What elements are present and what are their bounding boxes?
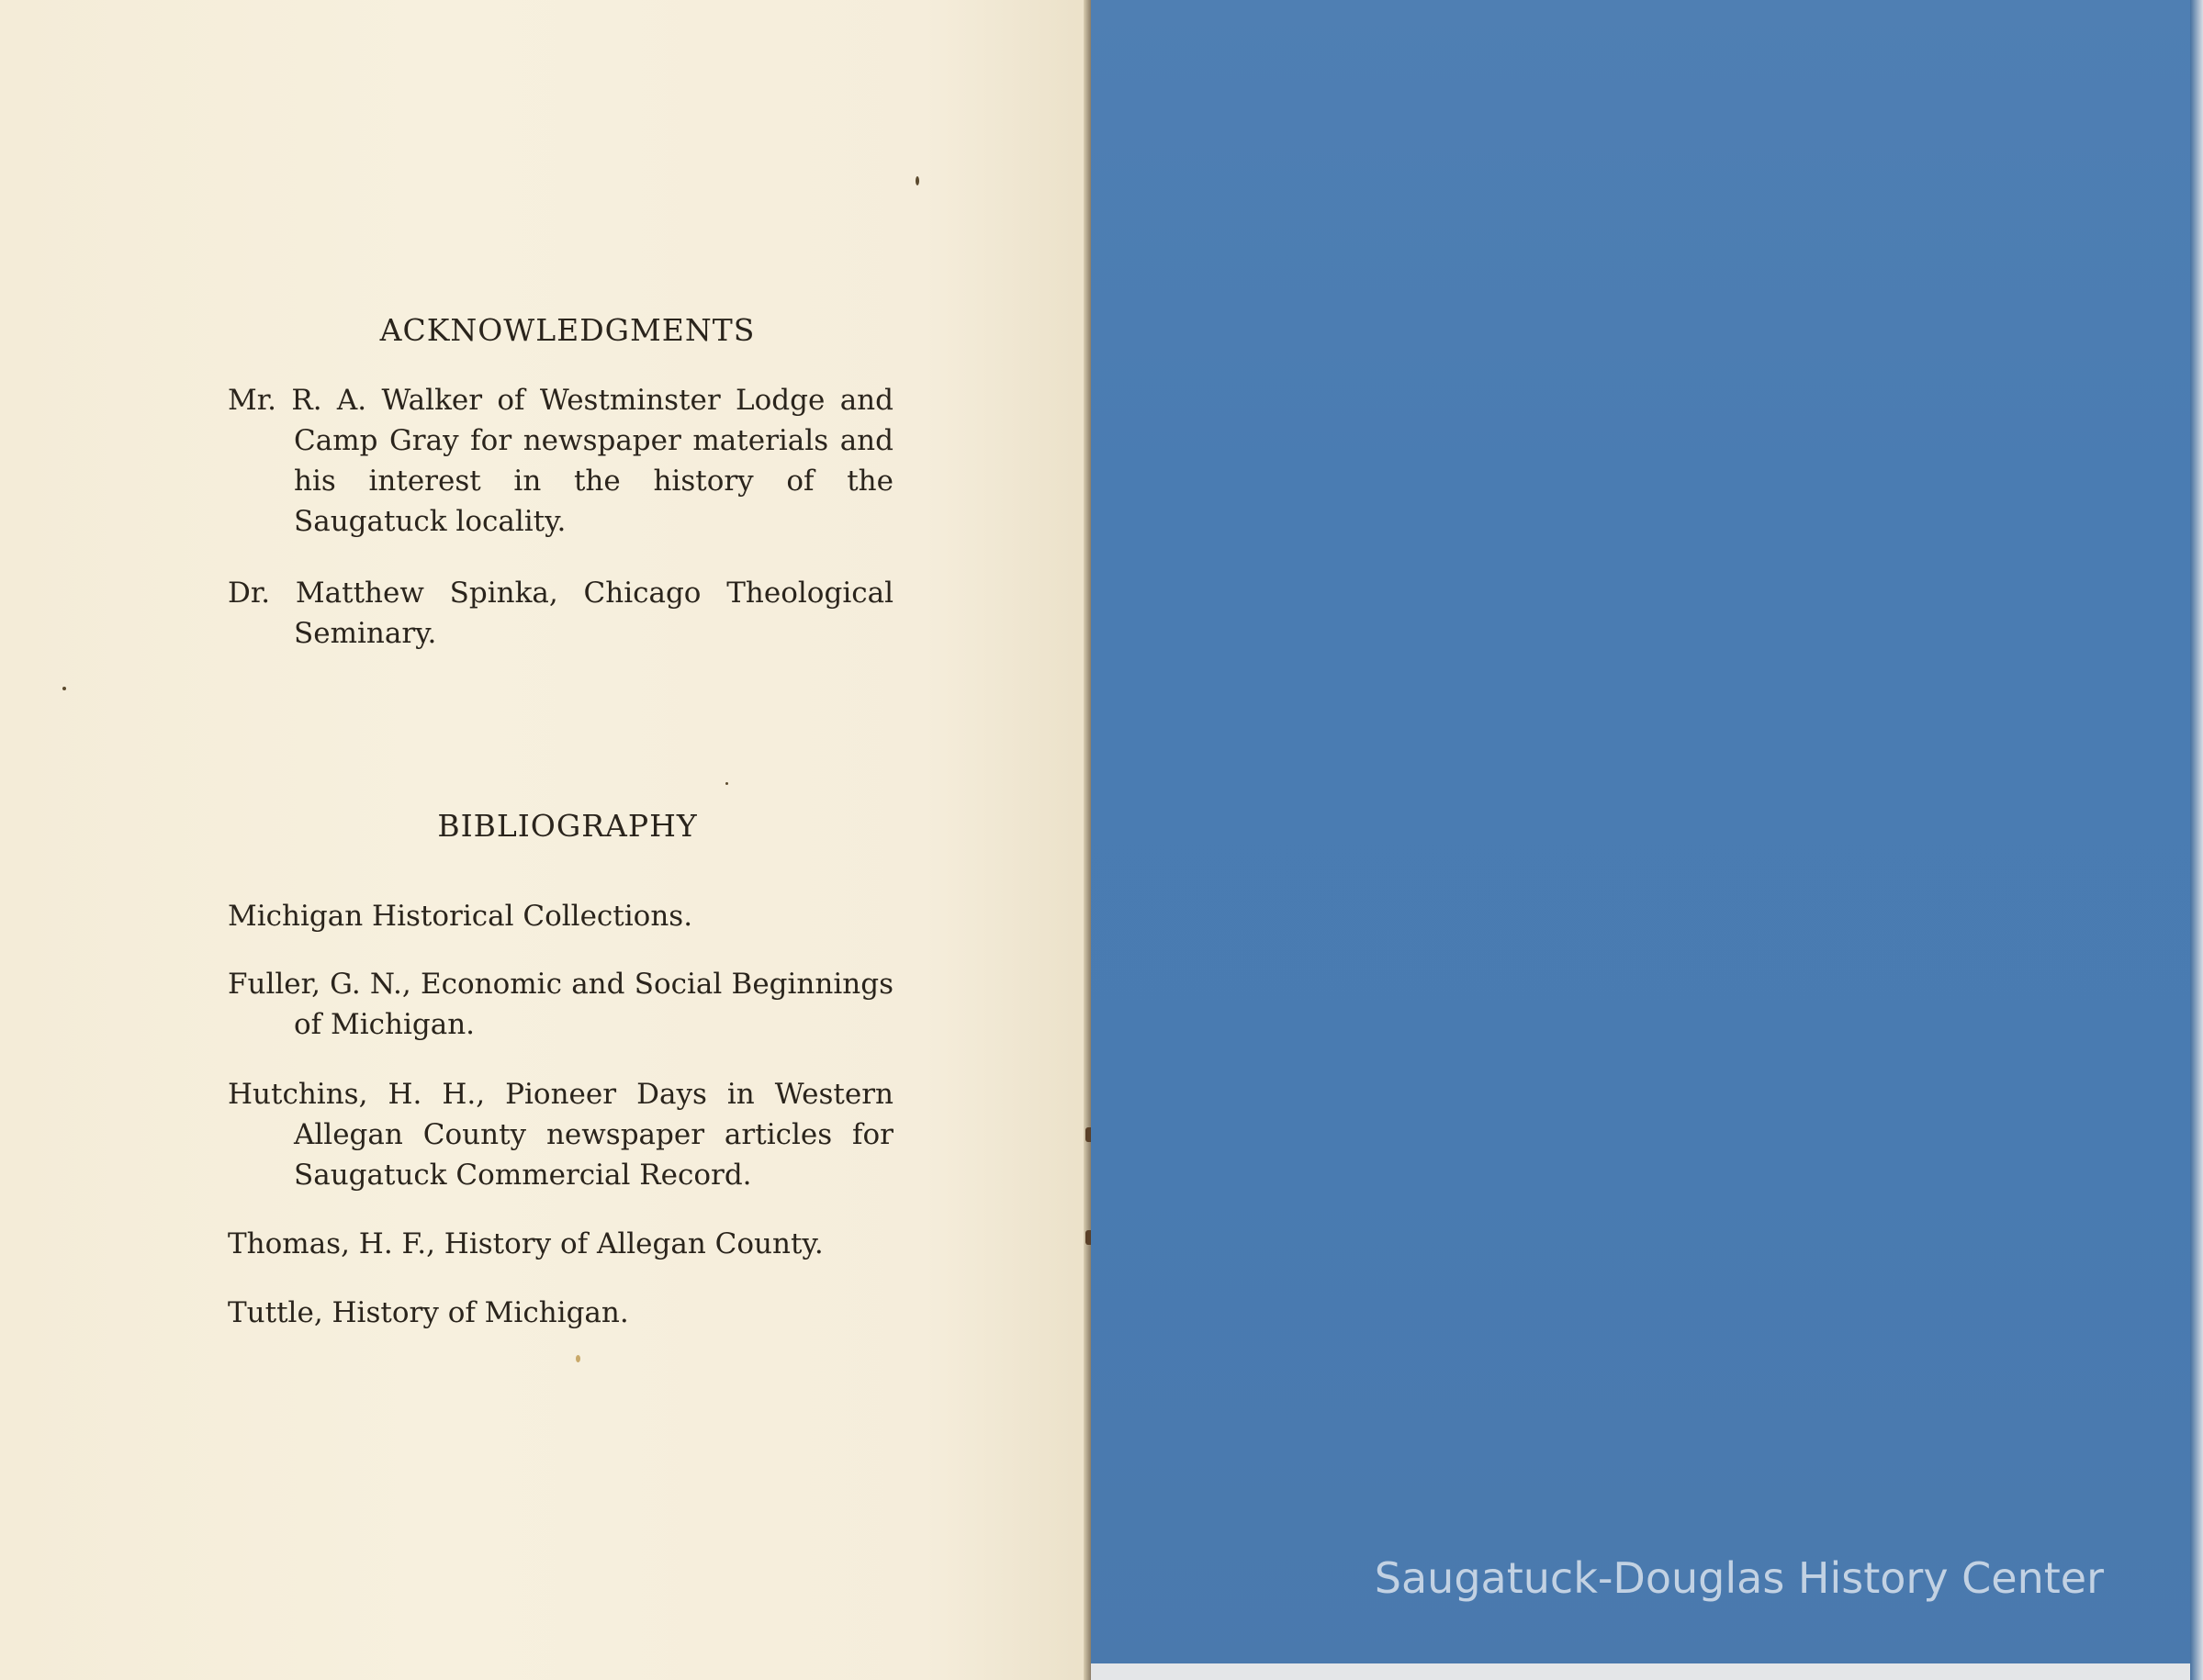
watermark: Saugatuck-Douglas History Center [1374,1553,2104,1603]
bibliography-entry [228,964,894,1045]
bibliography-text: Thomas, H. F., History of Allegan County. [228,1227,824,1260]
paper-speck [62,687,66,690]
bibliography-entry [228,1224,894,1264]
bibliography-heading: BIBLIOGRAPHY [437,808,698,844]
bibliography-entry [228,896,894,936]
bibliography-entry [228,1074,894,1195]
bibliography-text: Hutchins, H. H., Pioneer Days in Western Allegan County newspaper articles for Saugatuck Commercial Record. [228,1078,894,1192]
acknowledgments-heading: ACKNOWLEDGMENTS [379,312,756,348]
booklet-spine [1084,0,1091,1680]
acknowledgment-entry [228,380,894,542]
bibliography-text: Fuller, G. N., Economic and Social Beginnings of Michigan. [228,968,894,1041]
acknowledgment-entry [228,573,894,654]
bibliography-text: Michigan Historical Collections. [228,900,693,933]
scan-edge [1091,1663,2203,1680]
bibliography-entry [228,1293,894,1333]
bibliography-text: Tuttle, History of Michigan. [228,1296,629,1329]
left-page [0,0,1089,1680]
blue-back-cover [1091,0,2203,1680]
acknowledgment-text: Dr. Matthew Spinka, Chicago Theological Seminary. [228,577,894,650]
paper-speck [725,782,728,785]
cover-edge [2190,0,2203,1680]
paper-speck [576,1355,580,1362]
paper-speck [916,176,919,185]
acknowledgment-text: Mr. R. A. Walker of Westminster Lodge and Camp Gray for newspaper materials and his interest in the history of the Saugatuck locality. [228,384,894,538]
